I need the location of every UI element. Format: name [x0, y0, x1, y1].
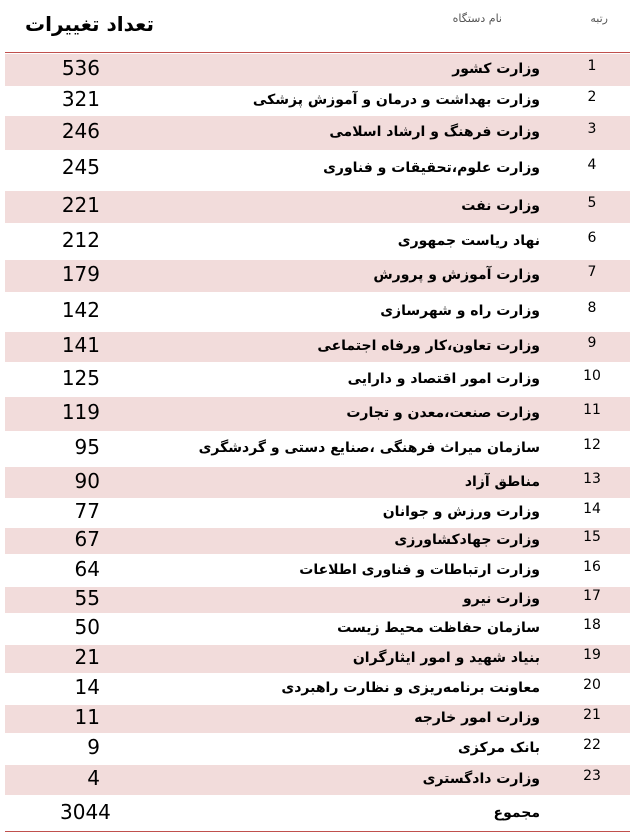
row-org-name: وزارت آموزش و پرورش — [373, 267, 540, 283]
row-rank: 4 — [587, 157, 597, 173]
count-column-header: تعداد تغییرات — [25, 12, 154, 36]
row-org-name: وزارت نیرو — [463, 591, 540, 607]
row-rank: 22 — [583, 737, 601, 753]
row-change-count: 221 — [61, 193, 100, 217]
table-row — [5, 433, 630, 465]
row-org-name: وزارت ورزش و جوانان — [382, 504, 540, 520]
row-rank: 10 — [583, 367, 601, 384]
table-row — [5, 735, 630, 763]
row-org-name: وزارت جهادکشاورزی — [394, 532, 540, 548]
row-change-count: 77 — [74, 499, 100, 523]
row-change-count: 67 — [74, 527, 100, 551]
row-org-name: مناطق آزاد — [464, 473, 540, 490]
total-label: مجموع — [493, 805, 540, 821]
row-org-name: سازمان حفاظت محیط زیست — [337, 620, 540, 636]
table-row — [5, 191, 630, 223]
changes-table — [5, 0, 630, 838]
table-header — [5, 0, 630, 53]
row-org-name: نهاد ریاست جمهوری — [397, 232, 540, 249]
table-row — [5, 615, 630, 643]
row-rank: 23 — [583, 768, 601, 784]
name-column-header: نام دستگاه — [452, 12, 502, 25]
table-row — [5, 88, 630, 114]
row-rank: 3 — [587, 121, 597, 137]
table-row — [5, 675, 630, 703]
row-rank: 17 — [583, 588, 601, 604]
table-row — [5, 765, 630, 795]
row-change-count: 50 — [74, 615, 100, 639]
row-change-count: 142 — [61, 297, 100, 322]
total-row — [5, 797, 630, 832]
row-rank: 19 — [583, 647, 601, 663]
row-org-name: وزارت صنعت،معدن و تجارت — [346, 405, 540, 421]
table-row — [5, 397, 630, 431]
row-change-count: 246 — [61, 119, 100, 143]
table-row — [5, 645, 630, 673]
row-rank: 18 — [583, 617, 601, 633]
row-org-name: بنیاد شهید و امور ایثارگران — [352, 650, 540, 666]
row-change-count: 90 — [74, 468, 100, 493]
table-row — [5, 225, 630, 258]
table-row — [5, 500, 630, 526]
row-change-count: 321 — [61, 87, 100, 111]
row-org-name: وزارت راه و شهرسازی — [380, 302, 540, 319]
row-org-name: معاونت برنامه‌ریزی و نظارت راهبردی — [281, 680, 540, 696]
row-org-name: وزارت کشور — [452, 61, 540, 77]
row-org-name: وزارت امور اقتصاد و دارایی — [347, 370, 540, 387]
table-row — [5, 467, 630, 498]
table-row — [5, 556, 630, 585]
row-org-name: وزارت نفت — [461, 198, 540, 214]
row-change-count: 95 — [74, 435, 100, 459]
row-change-count: 64 — [74, 556, 100, 581]
row-org-name: وزارت امور خارجه — [414, 710, 540, 726]
row-rank: 9 — [587, 335, 597, 351]
row-rank: 20 — [583, 677, 601, 693]
row-rank: 1 — [587, 58, 597, 74]
row-org-name: وزارت فرهنگ و ارشاد اسلامی — [329, 124, 540, 140]
row-rank: 5 — [587, 195, 597, 211]
row-rank: 16 — [583, 558, 601, 575]
table-row — [5, 332, 630, 362]
table-row — [5, 528, 630, 554]
row-org-name: وزارت تعاون،کار ورفاه اجتماعی — [317, 338, 540, 354]
row-rank: 2 — [587, 89, 597, 105]
row-change-count: 245 — [61, 155, 100, 179]
row-change-count: 21 — [74, 645, 100, 669]
rank-column-header: رتبه — [590, 12, 608, 25]
table-row — [5, 54, 630, 86]
row-org-name: وزارت بهداشت و درمان و آموزش پزشکی — [252, 92, 540, 108]
row-change-count: 119 — [61, 400, 100, 424]
row-change-count: 55 — [74, 586, 100, 610]
row-rank: 7 — [587, 264, 597, 280]
row-change-count: 125 — [61, 365, 100, 390]
row-change-count: 179 — [61, 262, 100, 286]
row-rank: 12 — [583, 437, 601, 453]
row-rank: 6 — [587, 229, 597, 246]
row-rank: 8 — [587, 299, 597, 316]
row-change-count: 536 — [61, 56, 100, 80]
row-org-name: وزارت علوم،تحقیقات و فناوری — [323, 160, 540, 176]
total-count: 3044 — [60, 800, 111, 824]
row-rank: 15 — [583, 529, 601, 545]
table-row — [5, 294, 630, 329]
row-org-name: وزارت دادگستری — [422, 771, 540, 787]
table-row — [5, 364, 630, 395]
row-change-count: 11 — [74, 705, 100, 729]
row-rank: 14 — [583, 501, 601, 517]
row-change-count: 14 — [74, 675, 100, 699]
row-change-count: 4 — [87, 766, 100, 790]
table-row — [5, 150, 630, 188]
table-row — [5, 116, 630, 150]
row-org-name: بانک مرکزی — [457, 740, 540, 756]
table-row — [5, 587, 630, 613]
row-rank: 11 — [583, 402, 601, 418]
row-rank: 21 — [583, 707, 601, 723]
table-row — [5, 705, 630, 733]
row-rank: 13 — [583, 470, 601, 487]
row-change-count: 141 — [61, 333, 100, 357]
row-change-count: 212 — [61, 227, 100, 252]
row-change-count: 9 — [87, 735, 100, 759]
row-org-name: سازمان میراث فرهنگی ،صنایع دستی و گردشگری — [198, 440, 540, 456]
row-org-name: وزارت ارتباطات و فناوری اطلاعات — [299, 561, 540, 578]
table-row — [5, 260, 630, 292]
